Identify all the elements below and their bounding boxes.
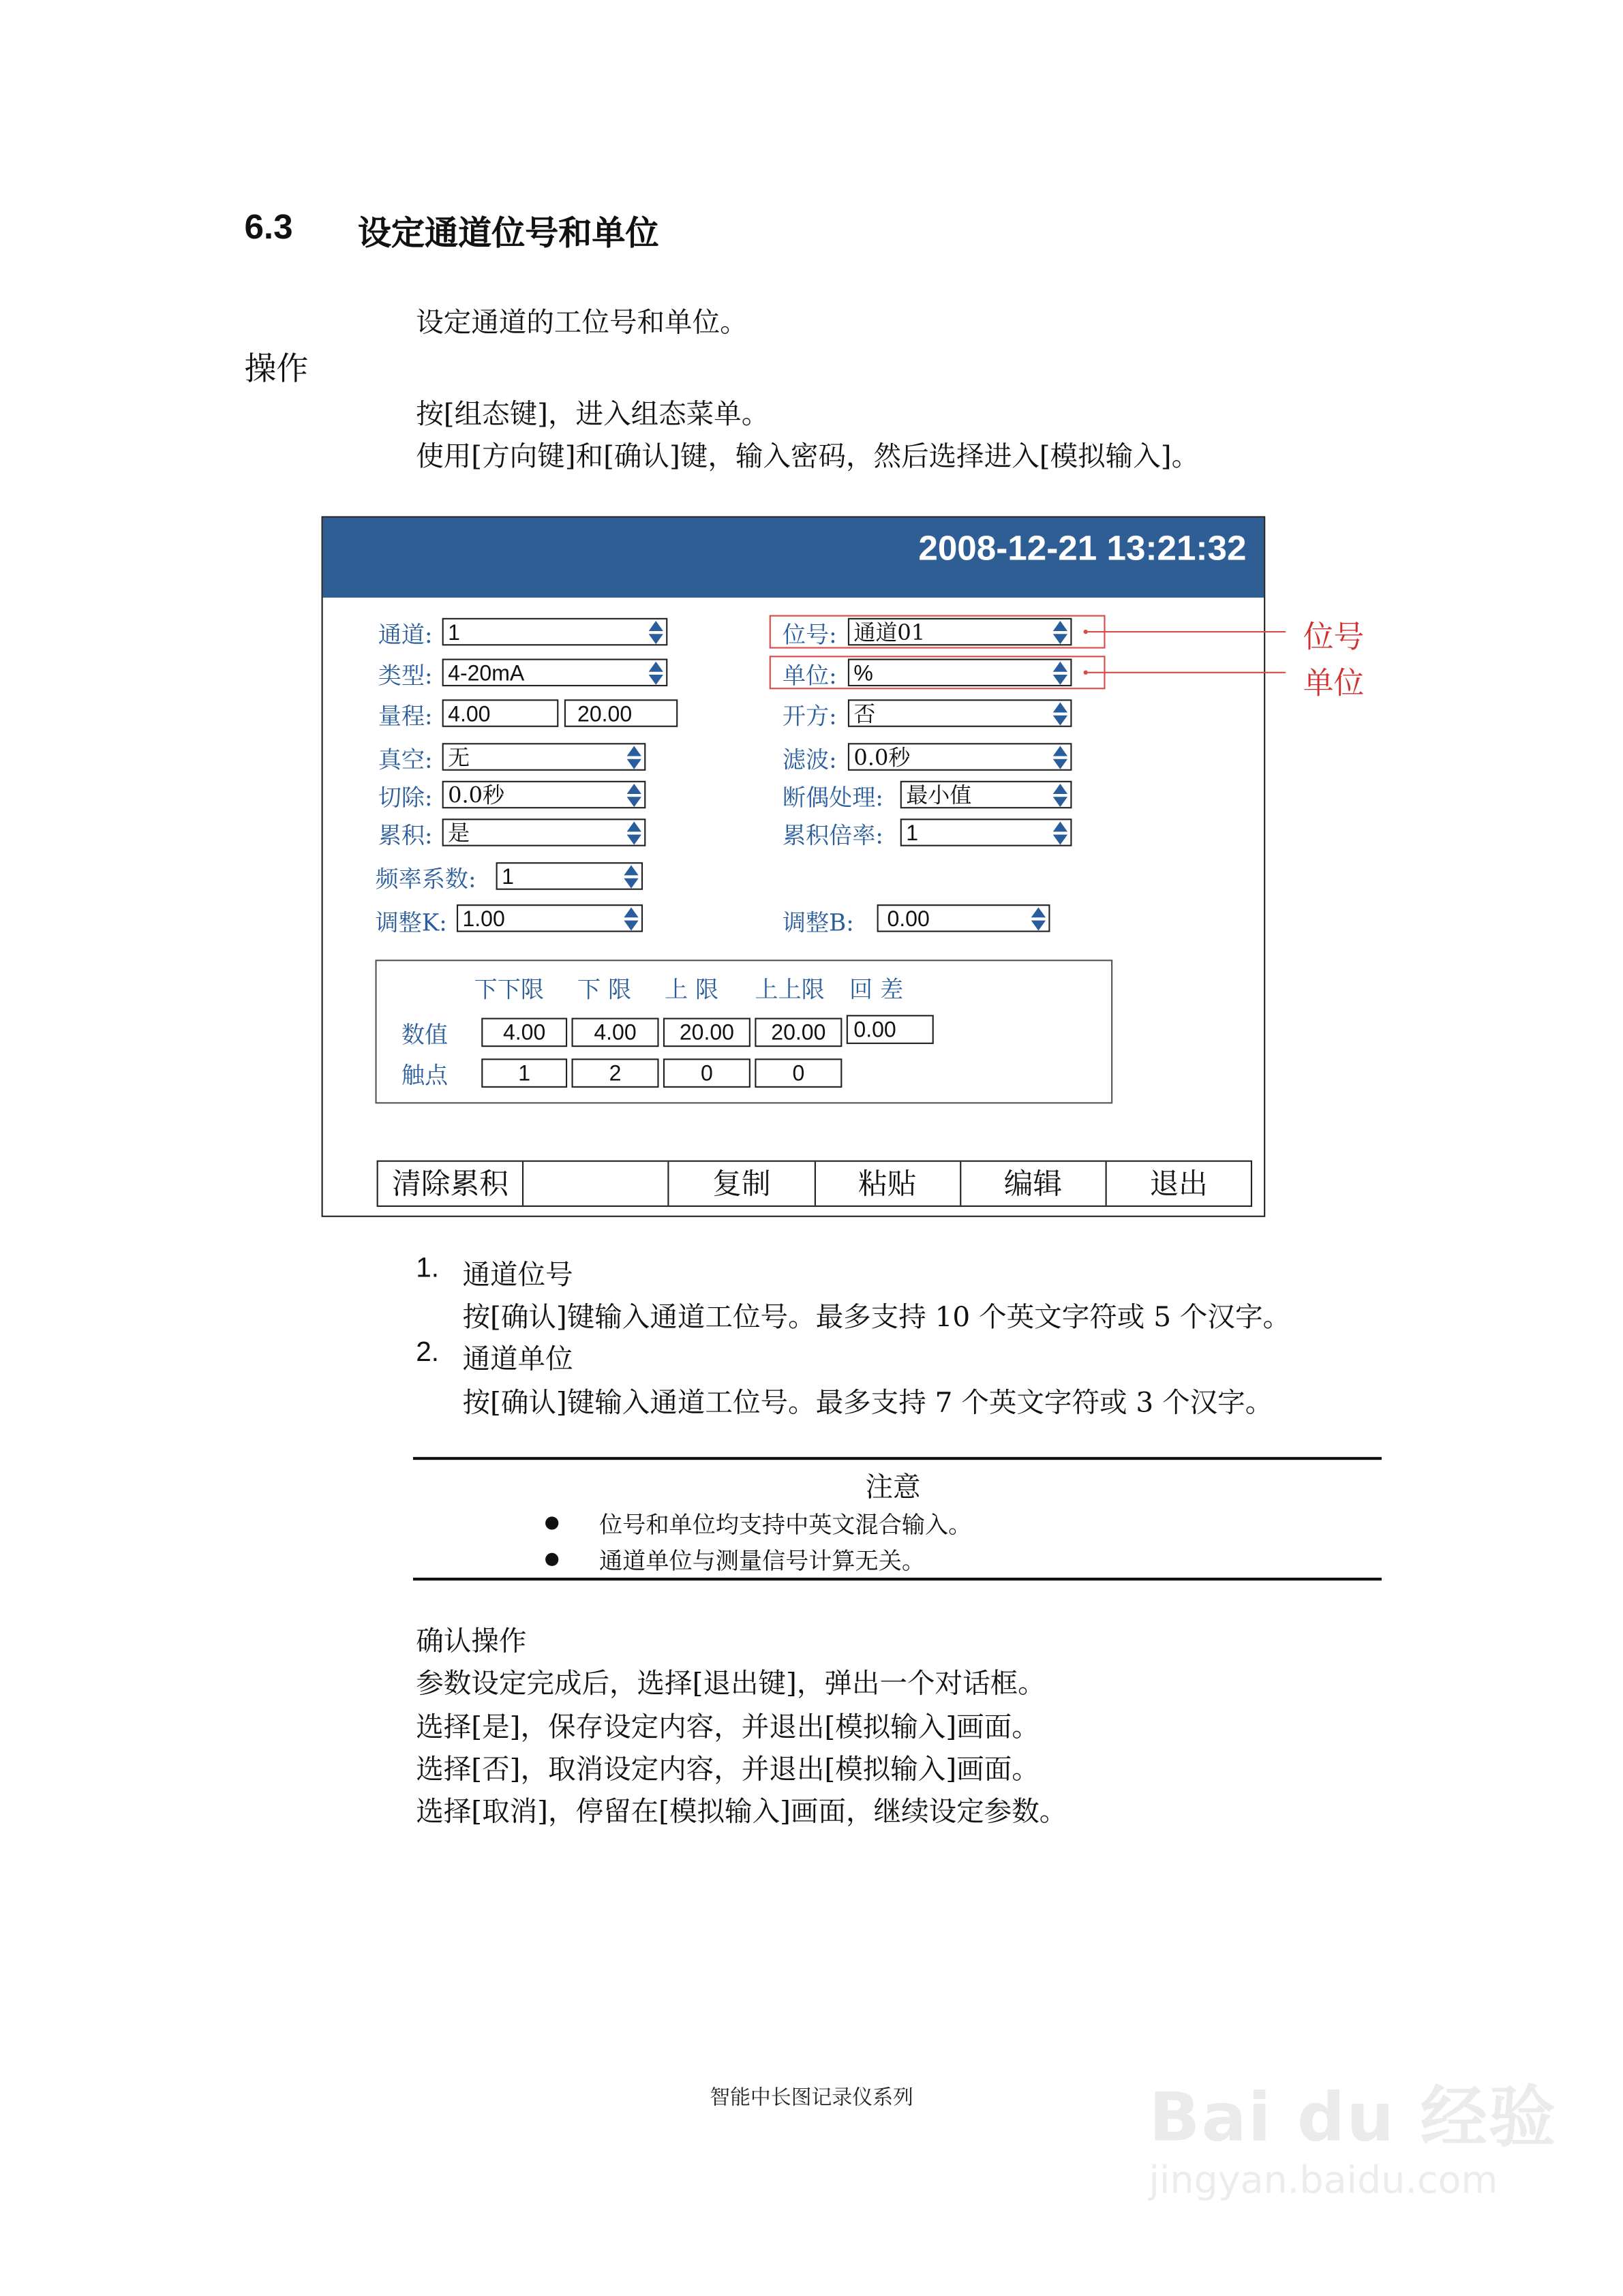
- note-top-rule: [413, 1457, 1382, 1460]
- tag-value: 通道01: [853, 619, 926, 646]
- cutoff-value: 0.0秒: [448, 782, 505, 809]
- accumulate-select[interactable]: [442, 818, 646, 846]
- item-description: 按[确认]键输入通道工位号。最多支持 10 个英文字符或 5 个汉字。: [462, 1301, 1291, 1334]
- baidu-watermark-url: jingyan.baidu.com: [1149, 2159, 1498, 2203]
- accum-rate-value: 1: [906, 821, 919, 846]
- tag-field[interactable]: [848, 618, 1072, 646]
- spinner-arrows-icon[interactable]: [649, 662, 663, 685]
- type-label: 类型:: [378, 661, 433, 690]
- range-label: 量程:: [378, 702, 433, 731]
- accum-rate-select[interactable]: [900, 818, 1072, 846]
- item-number: 1.: [416, 1253, 440, 1284]
- confirm-line: 选择[否]，取消设定内容，并退出[模拟输入]画面。: [416, 1754, 1040, 1786]
- channel-select[interactable]: [442, 618, 668, 646]
- limit-header: 回 差: [849, 975, 904, 1004]
- exit-button[interactable]: 退出: [1149, 1166, 1208, 1201]
- baidu-watermark-logo: Bai du 经验: [1149, 2077, 1558, 2157]
- unit-label: 单位:: [782, 661, 837, 690]
- freq-coef-value: 1: [502, 865, 514, 890]
- break-handling-value: 最小值: [906, 782, 972, 809]
- function-key-bar: [377, 1161, 1252, 1207]
- filter-select[interactable]: [848, 743, 1072, 771]
- operation-line: 使用[方向键]和[确认]键，输入密码，然后选择进入[模拟输入]。: [416, 440, 1200, 473]
- confirm-line: 参数设定完成后，选择[退出键]，弹出一个对话框。: [416, 1668, 1046, 1700]
- copy-button[interactable]: 复制: [669, 1162, 815, 1206]
- adjust-k-value: 1.00: [462, 907, 505, 932]
- unit-callout-label: 单位: [1303, 666, 1365, 701]
- limit-contact-label: 触点: [401, 1061, 449, 1090]
- limit-header: 下 限: [577, 975, 632, 1004]
- sqrt-select[interactable]: [848, 699, 1072, 727]
- vacuum-value: 无: [448, 744, 470, 771]
- vacuum-select[interactable]: [442, 743, 646, 771]
- break-handling-select[interactable]: [900, 781, 1072, 809]
- note-title: 注意: [865, 1471, 921, 1504]
- note-bullet-text: 位号和单位均支持中英文混合输入。: [599, 1510, 972, 1539]
- filter-value: 0.0秒: [853, 744, 911, 771]
- limit-value-label: 数值: [401, 1020, 449, 1049]
- spinner-arrows-icon[interactable]: [624, 907, 638, 930]
- spinner-arrows-icon[interactable]: [627, 746, 641, 769]
- hysteresis-value-cell[interactable]: 0.00: [847, 1015, 934, 1044]
- sqrt-label: 开方:: [782, 702, 837, 731]
- datetime-display: 2008-12-21 13:21:32: [918, 529, 1247, 569]
- spinner-arrows-icon[interactable]: [1053, 821, 1067, 844]
- unit-value: %: [853, 661, 873, 687]
- item-description: 按[确认]键输入通道工位号。最多支持 7 个英文字符或 3 个汉字。: [462, 1387, 1273, 1420]
- intro-text: 设定通道的工位号和单位。: [416, 307, 748, 339]
- section-number: 6.3: [244, 208, 293, 247]
- limit-contact-cell[interactable]: 0: [755, 1058, 842, 1088]
- alarm-limits-group: [375, 960, 1112, 1103]
- paste-button[interactable]: 粘贴: [815, 1162, 961, 1206]
- filter-label: 滤波:: [782, 746, 837, 774]
- adjust-b-value: 0.00: [887, 907, 930, 932]
- vacuum-label: 真空:: [378, 746, 433, 774]
- limit-contact-cell[interactable]: 0: [663, 1058, 750, 1088]
- limit-contact-cell[interactable]: 1: [481, 1058, 567, 1088]
- item-number: 2.: [416, 1337, 440, 1368]
- unit-callout-line: [1088, 672, 1286, 673]
- blank-function-button[interactable]: [524, 1162, 669, 1206]
- spinner-arrows-icon[interactable]: [649, 621, 663, 644]
- type-value: 4-20mA: [448, 661, 525, 687]
- adjust-b-select[interactable]: [877, 904, 1050, 932]
- bullet-icon: [545, 1553, 558, 1566]
- section-title: 设定通道位号和单位: [357, 215, 659, 254]
- edit-button[interactable]: 编辑: [961, 1162, 1107, 1206]
- unit-field[interactable]: [848, 659, 1072, 687]
- spinner-arrows-icon[interactable]: [1031, 907, 1046, 930]
- channel-label: 通道:: [378, 621, 433, 649]
- operation-heading: 操作: [244, 352, 309, 388]
- limit-value-cell[interactable]: 4.00: [572, 1018, 659, 1047]
- limit-contact-cell[interactable]: 2: [572, 1058, 659, 1088]
- tag-callout-line: [1088, 631, 1286, 632]
- range-high-field[interactable]: [564, 699, 678, 727]
- confirm-heading: 确认操作: [416, 1625, 527, 1658]
- limit-value-cell[interactable]: 4.00: [481, 1018, 567, 1047]
- item-title: 通道位号: [462, 1259, 573, 1291]
- spinner-arrows-icon[interactable]: [1053, 746, 1067, 769]
- freq-coef-label: 频率系数:: [375, 865, 476, 893]
- range-low-value: 4.00: [448, 702, 491, 727]
- page-footer: 智能中长图记录仪系列: [710, 2086, 913, 2110]
- adjust-b-label: 调整B:: [782, 908, 854, 937]
- clear-accumulation-button[interactable]: 清除累积: [378, 1162, 524, 1206]
- bullet-icon: [545, 1516, 558, 1529]
- device-screen: [322, 516, 1266, 1216]
- item-title: 通道单位: [462, 1343, 573, 1376]
- spinner-arrows-icon[interactable]: [624, 865, 638, 888]
- confirm-line: 选择[是]，保存设定内容，并退出[模拟输入]画面。: [416, 1711, 1040, 1744]
- range-high-value: 20.00: [577, 702, 633, 727]
- spinner-arrows-icon[interactable]: [1053, 784, 1067, 807]
- spinner-arrows-icon[interactable]: [1053, 662, 1067, 685]
- accumulate-value: 是: [448, 820, 470, 846]
- limit-header: 上上限: [755, 975, 825, 1004]
- range-low-field[interactable]: [442, 699, 559, 727]
- confirm-line: 选择[取消]，停留在[模拟输入]画面，继续设定参数。: [416, 1795, 1067, 1828]
- adjust-k-select[interactable]: [457, 904, 643, 932]
- spinner-arrows-icon[interactable]: [627, 784, 641, 807]
- spinner-arrows-icon[interactable]: [627, 821, 641, 844]
- limit-value-cell[interactable]: 20.00: [755, 1018, 842, 1047]
- channel-value: 1: [448, 621, 460, 646]
- cutoff-select[interactable]: [442, 781, 646, 809]
- accum-rate-label: 累积倍率:: [782, 821, 883, 850]
- operation-line: 按[组态键]，进入组态菜单。: [416, 398, 770, 431]
- break-handling-label: 断偶处理:: [782, 784, 883, 812]
- note-bottom-rule: [413, 1578, 1382, 1580]
- limit-header: 下下限: [474, 975, 544, 1004]
- note-bullet-text: 通道单位与测量信号计算无关。: [599, 1547, 926, 1575]
- type-select[interactable]: [442, 659, 668, 687]
- cutoff-label: 切除:: [378, 784, 433, 812]
- freq-coef-select[interactable]: [496, 862, 643, 890]
- spinner-arrows-icon[interactable]: [1053, 703, 1067, 726]
- tag-callout-label: 位号: [1303, 619, 1365, 655]
- sqrt-value: 否: [853, 701, 876, 727]
- accumulate-label: 累积:: [378, 821, 433, 850]
- limit-value-cell[interactable]: 20.00: [663, 1018, 750, 1047]
- spinner-arrows-icon[interactable]: [1053, 621, 1067, 644]
- adjust-k-label: 调整K:: [375, 908, 447, 937]
- limit-header: 上 限: [665, 975, 719, 1004]
- tag-label: 位号:: [782, 621, 837, 649]
